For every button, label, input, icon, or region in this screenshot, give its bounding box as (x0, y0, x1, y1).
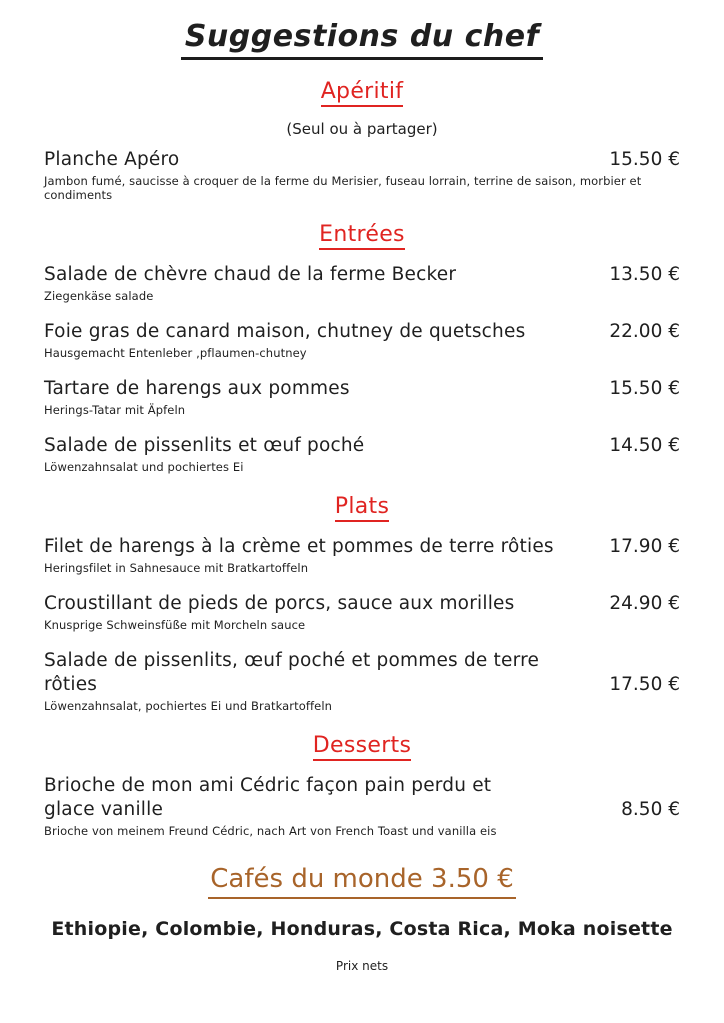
menu-item-salade-chevre (44, 263, 680, 303)
section-heading-text: Apéritif (321, 79, 404, 107)
item-description: Brioche von meinem Freund Cédric, nach Art von French Toast und vanilla eis (44, 824, 497, 838)
menu-item-croustillant-porcs (44, 592, 680, 632)
section-heading-text: Plats (335, 494, 389, 522)
item-name: Salade de pissenlits et œuf poché (44, 435, 365, 456)
item-description: Herings-Tatar mit Äpfeln (44, 403, 186, 417)
section-entrees (44, 219, 680, 474)
item-name: Tartare de harengs aux pommes (44, 378, 350, 399)
item-name: Croustillant de pieds de porcs, sauce aux morilles (44, 593, 515, 614)
item-description: Löwenzahnsalat und pochiertes Ei (44, 460, 244, 474)
menu-item-brioche (44, 774, 680, 838)
section-heading-entrees (44, 219, 680, 250)
item-price: 15.50 € (609, 149, 680, 170)
section-plats (44, 491, 680, 713)
menu-item-foie-gras (44, 320, 680, 360)
section-heading-desserts (44, 730, 680, 761)
item-description: Ziegenkäse salade (44, 289, 154, 303)
section-heading-text: Entrées (319, 222, 405, 250)
item-row (44, 592, 680, 616)
sharing-note: (Seul ou à partager) (286, 120, 438, 138)
section-heading-text: Desserts (313, 733, 411, 761)
item-price: 17.50 € (609, 674, 680, 695)
item-name: Brioche de mon ami Cédric façon pain perdu et glace vanille (44, 775, 492, 820)
item-name: Foie gras de canard maison, chutney de quetsches (44, 321, 526, 342)
item-name: Planche Apéro (44, 149, 180, 170)
menu-item-salade-pissenlits-oeuf (44, 649, 680, 713)
item-price: 17.90 € (609, 536, 680, 557)
item-description: Jambon fumé, saucisse à croquer de la ferme du Merisier, fuseau lorrain, terrine de saison, morbier et condiments (44, 174, 642, 202)
item-price: 13.50 € (609, 264, 680, 285)
footer-note: Prix nets (335, 959, 389, 973)
item-name: Filet de harengs à la crème et pommes de terre rôties (44, 536, 554, 557)
page-title-text: Suggestions du chef (181, 19, 543, 60)
item-price: 14.50 € (609, 435, 680, 456)
item-description: Knusprige Schweinsfüße mit Morcheln sauce (44, 618, 306, 632)
coffee-section (44, 864, 680, 973)
item-price: 8.50 € (621, 799, 680, 820)
item-price: 24.90 € (609, 593, 680, 614)
coffee-heading (44, 864, 680, 899)
menu-item-salade-pissenlits (44, 434, 680, 474)
menu-item-filet-harengs (44, 535, 680, 575)
section-heading-aperitif (44, 76, 680, 107)
item-row (44, 377, 680, 401)
item-name: Salade de pissenlits, œuf poché et pommes de terre rôties (44, 650, 540, 695)
item-row (44, 434, 680, 458)
item-description: Löwenzahnsalat, pochiertes Ei und Bratkartoffeln (44, 699, 333, 713)
item-row (44, 263, 680, 287)
item-row (44, 320, 680, 344)
item-row (44, 535, 680, 559)
item-row (44, 649, 680, 697)
section-aperitif (44, 76, 680, 202)
item-row (44, 774, 680, 822)
page-title (44, 16, 680, 60)
item-description: Hausgemacht Entenleber ,pflaumen-chutney (44, 346, 307, 360)
menu-item-tartare-harengs (44, 377, 680, 417)
menu-item-planche-apero (44, 148, 680, 202)
item-name: Salade de chèvre chaud de la ferme Becker (44, 264, 457, 285)
section-desserts (44, 730, 680, 838)
item-price: 15.50 € (609, 378, 680, 399)
item-price: 22.00 € (609, 321, 680, 342)
item-row (44, 148, 680, 172)
item-description: Heringsfilet in Sahnesauce mit Bratkartoffeln (44, 561, 309, 575)
coffee-varieties: Ethiopie, Colombie, Honduras, Costa Rica, Moka noisette (51, 918, 673, 940)
section-heading-plats (44, 491, 680, 522)
coffee-heading-text: Cafés du monde 3.50 € (208, 864, 515, 899)
